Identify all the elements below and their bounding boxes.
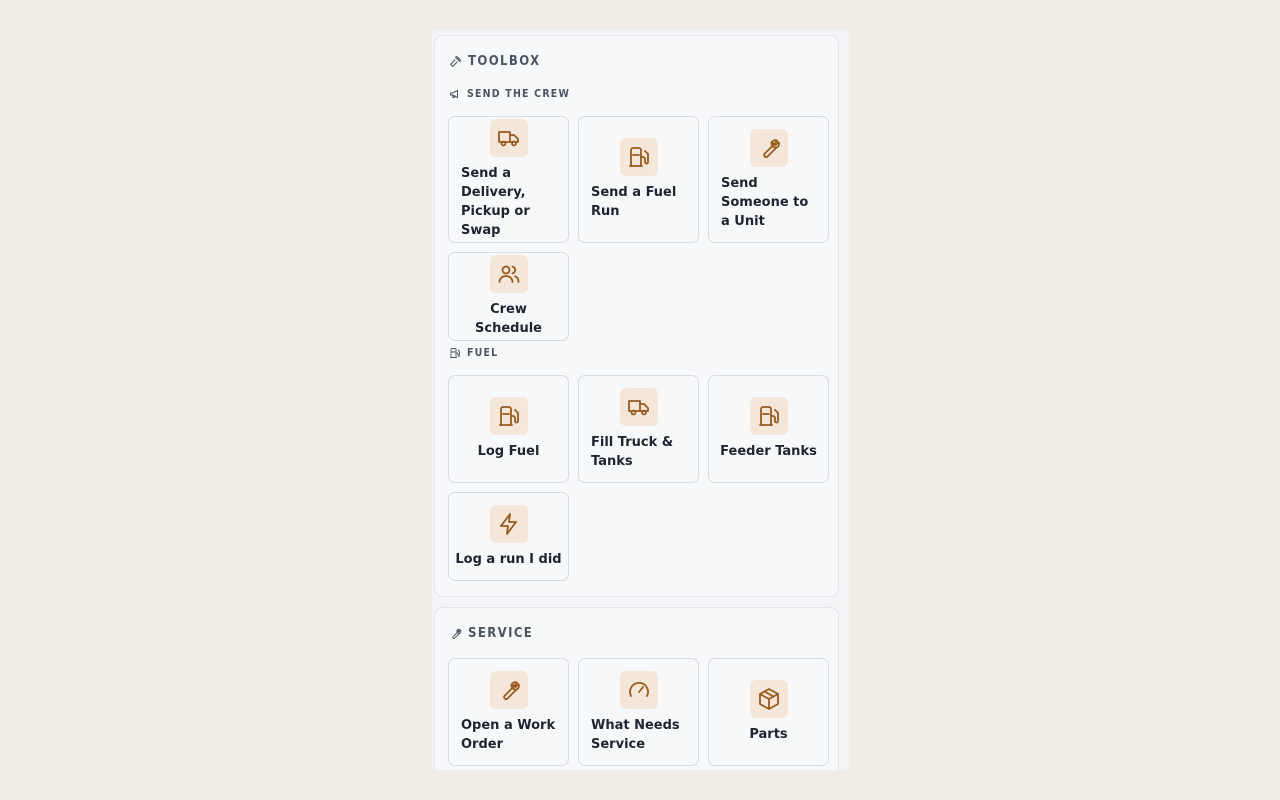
wrench-icon (449, 627, 462, 640)
toolbox-title (449, 54, 541, 69)
service-panel (434, 607, 839, 770)
service-title (449, 626, 533, 641)
package-icon (750, 680, 788, 718)
wrench-icon (490, 671, 528, 709)
users-icon (490, 255, 528, 293)
send-someone-card[interactable] (708, 116, 829, 243)
section-title-send-the-crew (449, 88, 570, 100)
section-title-fuel (449, 347, 498, 359)
service-title-text: SERVICE (468, 626, 534, 641)
fuel-pump-icon (620, 138, 658, 176)
toolbox-title-text: TOOLBOX (468, 54, 541, 69)
fill-truck-label: Fill Truck & Tanks (591, 434, 674, 469)
open-work-order-card[interactable] (448, 658, 569, 766)
send-delivery-card[interactable] (448, 116, 569, 243)
toolbox-viewport (432, 30, 849, 770)
log-run-card[interactable] (448, 492, 569, 581)
hammer-icon (449, 55, 462, 68)
section-title-text: SEND THE CREW (467, 88, 571, 100)
feeder-tanks-card[interactable] (708, 375, 829, 483)
fuel-pump-icon (490, 397, 528, 435)
fuel-pump-icon (750, 397, 788, 435)
truck-icon (620, 388, 658, 426)
wrench-icon (750, 129, 788, 167)
truck-icon (490, 119, 528, 157)
parts-label: Parts (749, 727, 788, 742)
gauge-icon (620, 671, 658, 709)
toolbox-panel (434, 35, 839, 597)
open-work-order-label: Open a Work Order (461, 717, 556, 752)
megaphone-icon (449, 88, 461, 100)
crew-schedule-label: Crew Schedule (475, 302, 542, 336)
what-needs-service-card[interactable] (578, 658, 699, 766)
fill-truck-card[interactable] (578, 375, 699, 483)
feeder-tanks-label: Feeder Tanks (720, 444, 817, 459)
log-fuel-label: Log Fuel (477, 444, 540, 459)
lightning-icon (490, 505, 528, 543)
send-someone-label: Send Someone to a Unit (721, 175, 809, 229)
crew-schedule-card[interactable] (448, 252, 569, 341)
send-fuel-run-card[interactable] (578, 116, 699, 243)
send-fuel-run-label: Send a Fuel Run (591, 185, 677, 219)
log-run-label: Log a run I did (455, 551, 562, 567)
parts-card[interactable] (708, 658, 829, 766)
fuel-pump-icon (449, 347, 461, 359)
log-fuel-card[interactable] (448, 375, 569, 483)
section-title-text: FUEL (467, 347, 499, 359)
what-needs-service-label: What Needs Service (591, 717, 680, 752)
send-delivery-label: Send a Delivery, Pickup or Swap (461, 166, 530, 238)
